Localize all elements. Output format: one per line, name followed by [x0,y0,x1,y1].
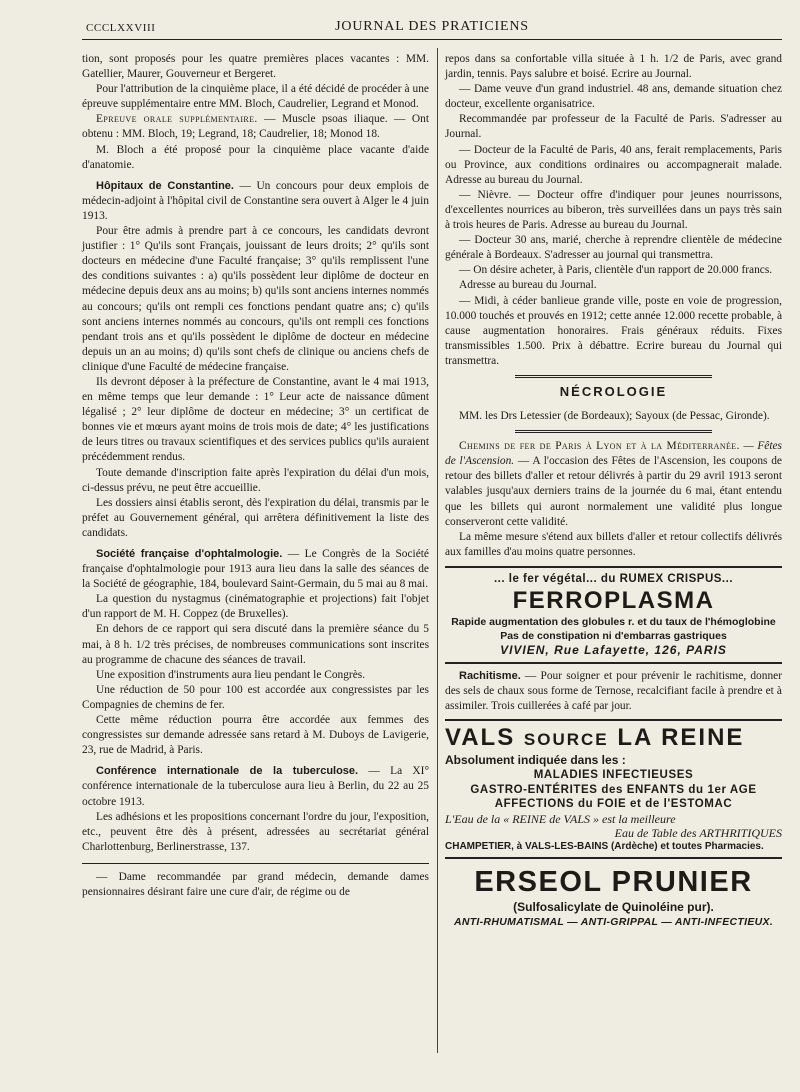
section-subheading: — Fêtes de l'Ascension. [445,440,782,468]
paragraph: La question du nystagmus (cinématographie et projections) fait l'objet d'un rapport de M. H. Coppez (de Bruxelles). [82,593,429,621]
ferroplasma-ad [445,566,782,662]
erseol-ad [445,857,782,930]
ad-line: GASTRO-ENTÉRITES des ENFANTS du 1er AGE [470,783,757,796]
section-heading: Chemins de fer de Paris à Lyon et à la Méditerranée. [459,440,740,453]
ad-address: CHAMPETIER, à VALS-LES-BAINS (Ardèche) et toutes Pharmacies. [445,840,764,852]
paragraph: Une exposition d'instruments aura lieu pendant le Congrès. [96,668,366,681]
paragraph: En dehors de ce rapport qui sera discuté dans la première séance du 5 mai, à 8 h. 1/2 très précises, de nombreuses communications sont inscrites au programme de chacune des séances de travail. [82,623,429,666]
paragraph: — Dame recommandée par grand médecin, demande dames pensionnaires désirant faire une cure d'air, de régime ou de [82,870,429,898]
paragraph: — Nièvre. — Docteur offre d'indiquer pour jeunes nourrissons, d'excellentes nourrices au biberon, très surveillées dans un pays très sain à trois heures de Paris. Adresse au bureau du Journal. [445,188,782,232]
column-divider [437,48,438,1053]
ad-brand-part: LA REINE [617,724,745,752]
paragraph: Pour être admis à prendre part à ce concours, les candidats devront justifier : 1° Qu'ils sont Français, jouissant de leurs droits; 2° qu'ils sont docteurs en médecine d'une Faculté française; 3° qu'ils remplissent l'une des conditions suivantes : a) qu'ils possèdent leur diplôme de docteur en médecine depuis deux ans au moins; b) qu'ils sont anciens internes nommés au concours; qu'ils ont rempli ces fonctions pendant quatre ans; c) qu'ils sont anciens internes nommés au concours, qu'ils ont rempli ces fonctions pendant trois ans et qu'ils possèdent le diplôme de docteur en médecine depuis un an au moins; d) qu'ils sont chefs de clinique ou anciens chefs de clinique d'une Faculté de médecine française. [82,225,429,373]
paragraph: Les dossiers ainsi établis seront, dès l'expiration du délai, transmis par le préfet au Gouvernement général, qui arrêtera définitivement la liste des candidats. [82,496,429,539]
paragraph: Recommandée par professeur de la Faculté de Paris. S'adresser au Journal. [445,113,782,141]
section-heading: Société française d'ophtalmologie. [96,548,283,560]
ad-brand-part: VALS [445,724,516,752]
paragraph: Une réduction de 50 pour 100 est accordée aux congressistes par les Compagnies de chemins de fer. [82,683,429,711]
paragraph-text: — Le Congrès de la Société française d'ophtalmologie pour 1913 aura lieu dans la salle des séances de la Société de géographie, 184, boulevard Saint-Germain, du 5 mai au 8 mai. [82,548,429,591]
paragraph [82,112,429,142]
paragraph: — Dame veuve d'un grand industriel. 48 ans, demande situation chez docteur, excellente organisatrice. [445,83,782,111]
paragraph-text: — Pour soigner et pour prévenir le rachitisme, donner des sels de chaux sous forme de Ternose, recalcifiant facile à prendre et à assimiler. Trois cuillerées à café par jour. [445,670,782,713]
ad-kicker: ... le fer végétal... du RUMEX CRISPUS... [493,572,734,585]
left-column [82,52,429,900]
paragraph: tion, sont proposés pour les quatre premières places vacantes : MM. Gatellier, Maurer, Gouverneur et Bergeret. [82,53,429,81]
paragraph-text: — A l'occasion des Fêtes de l'Ascension, les coupons de retour des billets d'aller et retour délivrés à partir du 29 avril 1913 seront valables jusqu'aux derniers trains de la journée du 6 mai, étant entendu que les billets qui auront normalement une validité plus longue conserveront cette validité. [445,455,782,528]
paragraph: Toute demande d'inscription faite après l'expiration du délai d'un mois, ci-dessus prévu, ne peut être accueillie. [82,466,429,494]
paragraph [445,439,782,530]
ad-line: ANTI-RHUMATISMAL — ANTI-GRIPPAL — ANTI-INFECTIEUX. [453,915,774,928]
ad-line: Rapide augmentation des globules r. et du taux de l'hémoglobine [451,616,776,628]
paragraph [82,547,429,592]
paragraph: Pour l'attribution de la cinquième place, il a été décidé de procéder à une épreuve supplémentaire entre MM. Bloch, Caudrelier, Legrand et Monod. [82,83,429,111]
ad-line: (Sulfosalicylate de Quinoléine pur). [513,899,714,914]
paragraph: Les adhésions et les propositions concernant l'ordre du jour, l'exposition, etc., peuvent être dès à présent, adressées au secrétariat général Charlottenburg, Berlinerstrasse, 137. [82,810,429,853]
ad-line: Absolument indiquée dans les : [445,753,626,768]
section-heading: Conférence internationale de la tuberculose. [96,765,359,778]
rachitisme-ad [445,662,782,719]
right-column [445,52,782,930]
page-folio: CCCLXXVIII [86,22,156,34]
paragraph: — Docteur 30 ans, marié, cherche à reprendre clientèle de médecine générale à Bordeaux. S'adresser au journal qui transmettra. [445,234,782,262]
paragraph: repos dans sa confortable villa située à 1 h. 1/2 de Paris, avec grand jardin, tennis. Pays salubre et boisé. Ecrire au Journal. [445,53,782,81]
section-heading: Rachitisme. [459,670,521,683]
ad-brand: ERSEOL PRUNIER [474,865,753,898]
section-divider [515,430,712,433]
paragraph: La même mesure s'étend aux billets d'aller et retour collectifs délivrés aux familles d'au moins quatre personnes. [445,530,782,558]
section-divider [82,863,429,864]
page-header [82,18,782,40]
ad-line: MALADIES INFECTIEUSES [533,769,694,782]
journal-title: JOURNAL DES PRATICIENS [335,19,529,34]
section-divider [515,375,712,378]
ad-brand: FERROPLASMA [512,587,715,614]
paragraph: — Docteur de la Faculté de Paris, 40 ans, ferait remplacements, Paris ou Province, aux conditions ordinaires ou accompagnerait malade. Adresse au bureau du Journal. [445,143,782,186]
paragraph [82,179,429,224]
paragraph [82,764,429,809]
paragraph: Ils devront déposer à la préfecture de Constantine, avant le 4 mai 1913, en même temps que leur demande : 1° Leur acte de naissance dûment légalisé ; 2° leur diplôme de docteur en médecine; 3° un certificat de bonnes vie et mœurs ayant moins de trois mois de date; 4° les justifications de leurs titres ou travaux scientifiques et des services publics qu'ils auraient précédemment rendus. [82,375,429,464]
paragraph: M. Bloch a été proposé pour la cinquième place vacante d'aide d'anatomie. [82,143,429,171]
vals-ad [445,719,782,857]
paragraph-text: — La XI° conférence internationale de la tuberculose aura lieu à Berlin, du 22 au 25 octobre 1913. [82,765,429,808]
ad-line: L'Eau de la « REINE de VALS » est la meilleure [445,811,676,826]
ad-line: Pas de constipation ni d'embarras gastriques [500,630,727,642]
ad-brand-part: SOURCE [523,730,609,750]
paragraph [445,669,782,714]
paragraph: — On désire acheter, à Paris, clientèle d'un rapport de 20.000 francs. [459,264,773,277]
section-heading: Epreuve orale supplémentaire. [96,113,258,126]
paragraph-text: — Un concours pour deux emplois de médecin-adjoint à l'hôpital civil de Constantine sera ouvert à Alger le 4 juin 1913. [82,179,429,222]
paragraph: Adresse au bureau du Journal. [459,279,597,292]
paragraph: MM. les Drs Letessier (de Bordeaux); Sayoux (de Pessac, Gironde). [459,410,770,423]
ad-brand [445,725,782,753]
paragraph: — Midi, à céder banlieue grande ville, poste en voie de progression, 10.000 touchés et prouvés en 1912; cette année 12.000 recette probable, à cause augmentation honoraires. Frais généraux réduits. Fixes transmissibles 1.500. Prix à débattre. Ecrire bureau du Journal qui transmettra. [445,294,782,367]
ad-line: AFFECTIONS du FOIE et de l'ESTOMAC [494,798,733,811]
section-heading: Hôpitaux de Constantine. [96,179,234,192]
paragraph: Cette même réduction pourra être accordée aux femmes des congressistes sur demande adressée sans retard à M. Duboys de Lavigerie, 23, rue de Madrid, à Paris. [82,714,429,757]
necrology-heading: NÉCROLOGIE [559,383,668,399]
paragraph-text: — Muscle psoas iliaque. — Ont obtenu : MM. Bloch, 19; Legrand, 18; Caudrelier, 18; Monod 18. [82,113,429,141]
ad-address: VIVIEN, Rue Lafayette, 126, PARIS [500,643,727,657]
ad-line: Eau de Table des ARTHRITIQUES [614,825,782,840]
